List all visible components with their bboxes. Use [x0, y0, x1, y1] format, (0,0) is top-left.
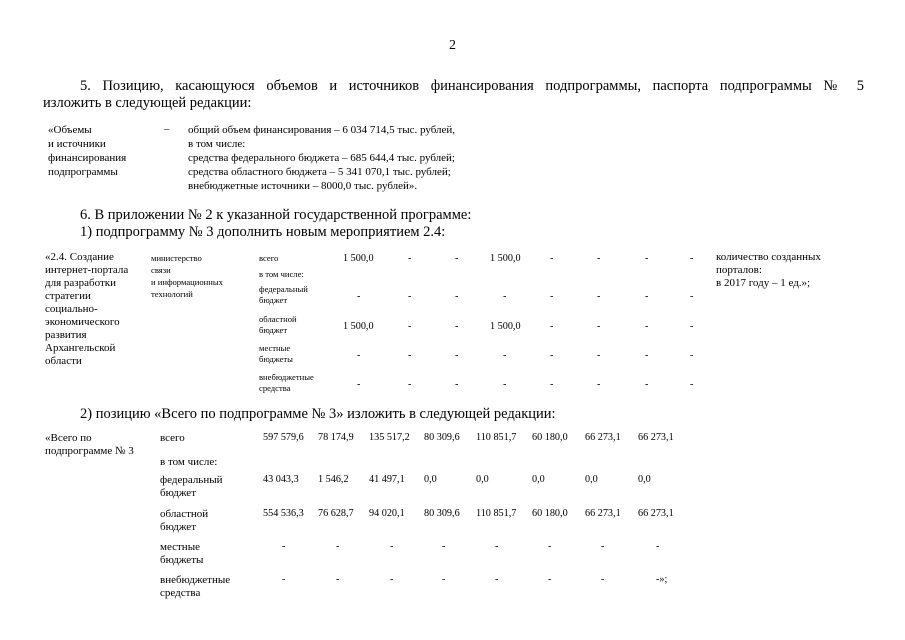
financing-label-line: «Объемы	[48, 124, 92, 136]
table2-cell: 554 536,3	[263, 508, 304, 519]
table2-cell: -»;	[656, 574, 668, 585]
table1-row-label-line: федеральный	[259, 284, 308, 294]
financing-label-line: и источники	[48, 138, 106, 150]
table1-cell: -	[455, 350, 459, 361]
table2-cell: 597 579,6	[263, 432, 304, 443]
table1-cell: -	[645, 350, 649, 361]
table2-cell: -	[601, 541, 605, 552]
paragraph-6-line-2: 1) подпрограмму № 3 дополнить новым мероприятием 2.4:	[80, 224, 446, 240]
table1-event-line: интернет-портала	[45, 264, 129, 276]
table2-cell: 60 180,0	[532, 508, 568, 519]
table1-executor-line: министерство	[151, 253, 202, 263]
table2-row-label	[160, 508, 208, 534]
table2-cell: 0,0	[424, 474, 437, 485]
table1-event-line: стратегии	[45, 290, 91, 302]
table1-cell: -	[408, 253, 412, 264]
table2-cell: -	[282, 574, 286, 585]
table1-event-name	[45, 251, 128, 368]
table2-cell: -	[656, 541, 660, 552]
table2-cell: -	[601, 574, 605, 585]
table2-cell: 0,0	[585, 474, 598, 485]
table1-cell: -	[550, 350, 554, 361]
table2-cell: -	[390, 574, 394, 585]
table1-result-line: в 2017 году – 1 ед.»;	[716, 277, 811, 289]
table2-cell: 110 851,7	[476, 432, 517, 443]
table1-cell: -	[690, 321, 694, 332]
table2-row-label-line: местные	[160, 541, 200, 553]
table1-row-label	[259, 284, 308, 306]
table1-event-line: «2.4. Создание	[45, 251, 114, 263]
table1-result-line: порталов:	[716, 264, 762, 276]
table1-cell: -	[597, 350, 601, 361]
table1-cell: -	[690, 291, 694, 302]
table1-cell: -	[597, 253, 601, 264]
table1-cell: 1 500,0	[490, 253, 521, 264]
table2-row-label-line: бюджет	[160, 487, 196, 499]
table1-cell: -	[455, 253, 459, 264]
financing-dash: –	[164, 123, 170, 135]
table2-cell: 66 273,1	[585, 508, 621, 519]
table1-event-line: развития	[45, 329, 87, 341]
table2-title-line: «Всего по	[45, 432, 92, 444]
table1-result	[716, 251, 821, 290]
table1-row-label-line: внебюджетные	[259, 372, 314, 382]
table1-cell: -	[357, 350, 361, 361]
table2-title-line: подпрограмме № 3	[45, 445, 134, 457]
table2-title	[45, 432, 134, 458]
table1-row-label-line: бюджет	[259, 295, 288, 305]
table1-row-label-line: областной	[259, 314, 297, 324]
table1-event-line: социально-	[45, 303, 98, 315]
table2-row-label-line: средства	[160, 587, 201, 599]
financing-text-line: средства федерального бюджета – 685 644,4 тыс. рублей;	[188, 152, 455, 164]
table1-row-label-line: в том числе:	[259, 269, 304, 279]
table1-cell: -	[645, 253, 649, 264]
table2-row-label	[160, 541, 203, 567]
table2-cell: 0,0	[638, 474, 651, 485]
table2-cell: 78 174,9	[318, 432, 354, 443]
table1-event-line: экономического	[45, 316, 120, 328]
table2-cell: 1 546,2	[318, 474, 349, 485]
table1-cell: -	[503, 379, 507, 390]
table2-cell: 80 309,6	[424, 432, 460, 443]
table2-cell: 94 020,1	[369, 508, 405, 519]
table1-cell: -	[550, 291, 554, 302]
financing-text-line: общий объем финансирования – 6 034 714,5 тыс. рублей,	[188, 124, 456, 136]
table1-cell: -	[690, 253, 694, 264]
table1-row-label-line: бюджеты	[259, 354, 293, 364]
table2-cell: 0,0	[532, 474, 545, 485]
financing-text-line: в том числе:	[188, 138, 246, 150]
table1-cell: -	[455, 291, 459, 302]
table1-cell: -	[597, 321, 601, 332]
table1-executor-line: и информационных	[151, 277, 223, 287]
table2-cell: -	[336, 574, 340, 585]
table2-cell: -	[442, 574, 446, 585]
table1-cell: -	[550, 321, 554, 332]
table1-cell: -	[550, 379, 554, 390]
table2-cell: 0,0	[476, 474, 489, 485]
table2-cell: -	[390, 541, 394, 552]
table2-cell: 60 180,0	[532, 432, 568, 443]
table1-cell: -	[455, 379, 459, 390]
table2-cell: 80 309,6	[424, 508, 460, 519]
table1-row-label	[259, 372, 314, 394]
table2-row-label	[160, 432, 185, 445]
table2-cell: 66 273,1	[638, 432, 674, 443]
paragraph-2: 2) позицию «Всего по подпрограмме № 3» изложить в следующей редакции:	[80, 406, 556, 422]
financing-label-line: подпрограммы	[48, 166, 118, 178]
financing-label	[48, 123, 126, 179]
table1-row-label	[259, 343, 293, 365]
table2-row-label-line: в том числе:	[160, 456, 218, 468]
table1-cell: -	[357, 379, 361, 390]
table1-cell: -	[550, 253, 554, 264]
table2-row-label-line: всего	[160, 432, 185, 444]
table1-event-line: для разработки	[45, 277, 116, 289]
table2-cell: -	[495, 574, 499, 585]
table1-cell: 1 500,0	[490, 321, 521, 332]
table2-row-label	[160, 574, 230, 600]
paragraph-5-line-1: 5. Позицию, касающуюся объемов и источников финансирования подпрограммы, паспорта подпрограммы № 5	[80, 78, 864, 94]
table2-cell: -	[495, 541, 499, 552]
table2-cell: -	[336, 541, 340, 552]
table1-result-line: количество созданных	[716, 251, 821, 263]
financing-label-line: финансирования	[48, 152, 127, 164]
table2-cell: -	[282, 541, 286, 552]
table2-row-label-line: внебюджетные	[160, 574, 231, 586]
table1-cell: -	[645, 379, 649, 390]
table2-row-label-line: федеральный	[160, 474, 223, 486]
table2-row-label-line: областной	[160, 508, 209, 520]
table2-row-label	[160, 456, 217, 469]
table2-row-label	[160, 474, 223, 500]
table1-cell: -	[357, 291, 361, 302]
table1-cell: -	[597, 379, 601, 390]
table1-event-line: области	[45, 355, 82, 367]
table1-cell: -	[455, 321, 459, 332]
table2-cell: 135 517,2	[369, 432, 410, 443]
table1-cell: -	[690, 379, 694, 390]
table2-cell: 76 628,7	[318, 508, 354, 519]
table1-cell: -	[645, 291, 649, 302]
table1-cell: -	[597, 291, 601, 302]
table1-cell: 1 500,0	[343, 321, 374, 332]
table2-cell: 41 497,1	[369, 474, 405, 485]
table1-event-line: Архангельской	[45, 342, 116, 354]
page-number: 2	[449, 38, 456, 53]
table1-row-label-line: местные	[259, 343, 291, 353]
table2-cell: 66 273,1	[638, 508, 674, 519]
table1-row-label-line: всего	[259, 253, 279, 263]
table1-executor-line: технологий	[151, 289, 193, 299]
paragraph-5-line-2: изложить в следующей редакции:	[43, 95, 252, 111]
table1-cell: -	[645, 321, 649, 332]
table1-row-label-line: бюджет	[259, 325, 288, 335]
table1-cell: -	[503, 291, 507, 302]
table1-cell: -	[408, 379, 412, 390]
table1-cell: -	[503, 350, 507, 361]
table2-row-label-line: бюджеты	[160, 554, 204, 566]
table2-cell: 110 851,7	[476, 508, 517, 519]
table1-row-label	[259, 314, 297, 336]
table1-row-label	[259, 253, 278, 264]
table1-executor-line: связи	[151, 265, 171, 275]
table2-cell: 43 043,3	[263, 474, 299, 485]
table2-row-label-line: бюджет	[160, 521, 196, 533]
table1-cell: 1 500,0	[343, 253, 374, 264]
table2-cell: -	[442, 541, 446, 552]
paragraph-6-line-1: 6. В приложении № 2 к указанной государственной программе:	[80, 207, 472, 223]
table1-row-label	[259, 269, 304, 280]
table1-row-label-line: средства	[259, 383, 291, 393]
financing-text	[188, 123, 455, 193]
table1-cell: -	[408, 291, 412, 302]
table1-cell: -	[690, 350, 694, 361]
financing-text-line: средства областного бюджета – 5 341 070,1 тыс. рублей;	[188, 166, 451, 178]
table2-cell: 66 273,1	[585, 432, 621, 443]
table1-cell: -	[408, 350, 412, 361]
table1-executor	[151, 252, 223, 300]
financing-text-line: внебюджетные источники – 8000,0 тыс. рублей».	[188, 180, 418, 192]
table2-cell: -	[548, 541, 552, 552]
table1-cell: -	[408, 321, 412, 332]
table2-cell: -	[548, 574, 552, 585]
